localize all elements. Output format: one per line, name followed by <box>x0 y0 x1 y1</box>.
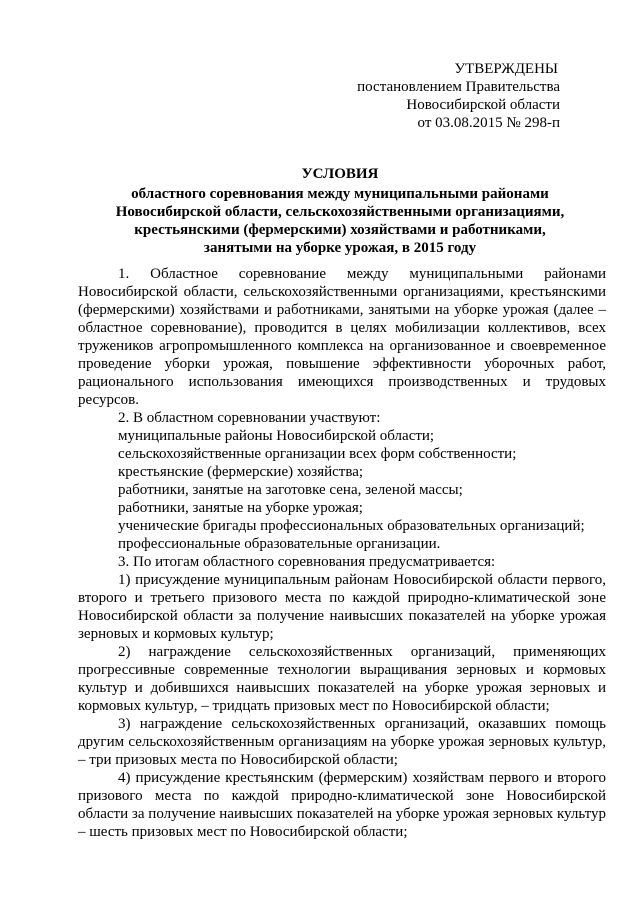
award-item: 3) награждение сельскохозяйственных организаций, оказавших помощь другим сельскохозяйственным организациям на уборке урожая зерновых культур, – три призовых места по Новосибирской области; <box>78 716 606 768</box>
approval-line: постановлением Правительства <box>357 79 560 95</box>
document-subtitle-line: областного соревнования между муниципальными районами <box>131 186 549 202</box>
award-item: 1) присуждение муниципальным районам Новосибирской области первого, второго и третьего призового места по каждой природно-климатической зоне Новосибирской области за получение наивысших показателей на уборке урожая зерновых и кормовых культур; <box>78 572 606 642</box>
document-subtitle-line: занятыми на уборке урожая, в 2015 году <box>203 240 477 256</box>
approval-line: Новосибирской области <box>406 97 560 113</box>
paragraph-3: 3. По итогам областного соревнования предусматривается: <box>118 554 496 570</box>
participant-item: ученические бригады профессиональных образовательных организаций; <box>118 518 585 534</box>
paragraph-1: 1. Областное соревнование между муниципальными районами Новосибирской области, сельскохозяйственными организациями, крестьянскими (фермерскими) хозяйствами и работниками, занятыми на уборке урожая (далее – областное соревнование), проводится в целях мобилизации коллективов, всех тружеников агропромышленного комплекса на организованное и своевременное проведение уборки урожая, повышение эффективности уборочных работ, рационального использования имеющихся производственных и трудовых ресурсов. <box>78 266 606 408</box>
document-title: УСЛОВИЯ <box>301 166 379 182</box>
document-heading <box>60 165 620 257</box>
document-body <box>78 265 606 841</box>
participant-item: работники, занятые на уборке урожая; <box>118 500 363 516</box>
paragraph-2: 2. В областном соревновании участвуют: <box>118 410 381 426</box>
participant-item: крестьянские (фермерские) хозяйства; <box>118 464 364 480</box>
participant-item: муниципальные районы Новосибирской области; <box>118 428 435 444</box>
approval-stamp <box>0 60 560 132</box>
award-item: 2) награждение сельскохозяйственных организаций, применяющих прогрессивные современные технологии выращивания зерновых и кормовых культур и добившихся наивысших показателей на уборке урожая зерновых и кормовых культур, – тридцать призовых мест по Новосибирской области; <box>78 644 606 714</box>
approval-title: УТВЕРЖДЕНЫ <box>454 61 558 77</box>
participant-item: сельскохозяйственные организации всех форм собственности; <box>118 446 517 462</box>
participant-item: профессиональные образовательные организации. <box>118 536 441 552</box>
document-subtitle-line: Новосибирской области, сельскохозяйственными организациями, <box>115 204 565 220</box>
approval-date: от 03.08.2015 № 298-п <box>417 115 560 131</box>
document-subtitle-line: крестьянскими (фермерскими) хозяйствами и работниками, <box>134 222 546 238</box>
award-item: 4) присуждение крестьянским (фермерским) хозяйствам первого и второго призового места по каждой природно-климатической зоне Новосибирской области за получение наивысших показателей на уборке урожая зерновых культур – шесть призовых мест по Новосибирской области; <box>78 770 606 840</box>
participant-item: работники, занятые на заготовке сена, зеленой массы; <box>118 482 463 498</box>
